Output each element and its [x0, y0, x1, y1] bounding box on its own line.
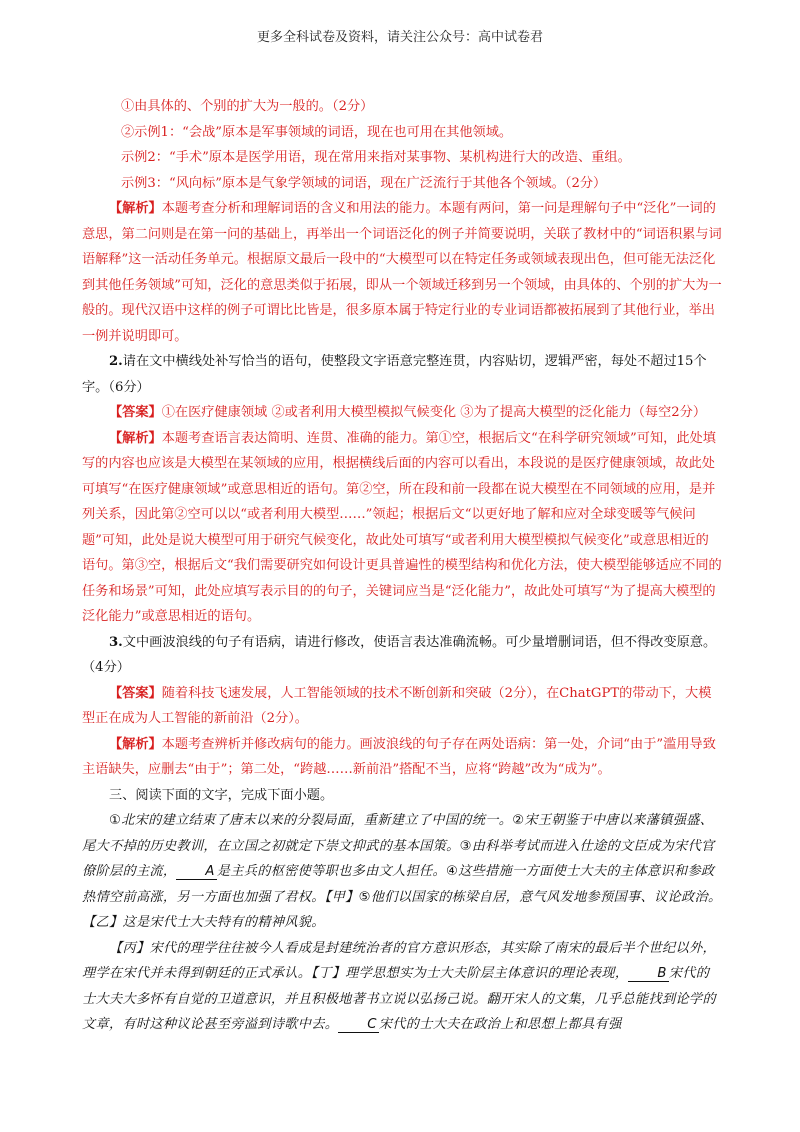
reading-p2-part-b: 宋代的士大夫大多怀有自觉的卫道意识，并且积极地著书立说以弘扬己说。翻开宋人的文集，几乎总能找到论学的文章，有时这种议论甚至旁溢到诗歌中去。 — [82, 966, 716, 1032]
section3-title: 三、阅读下面的文字，完成下面小题。 — [109, 787, 334, 803]
document-body — [82, 94, 722, 1038]
answer2-paragraph — [82, 400, 722, 426]
question2-text: 请在文中横线处补写恰当的语句，使整段文字语意完整连贯，内容贴切，逻辑严密，每处不超过15个字。（6分） — [82, 354, 707, 395]
analysis1-paragraph — [82, 196, 722, 349]
page-header: 更多全科试卷及资料，请关注公众号：高中试卷君 — [256, 30, 543, 45]
reading-p1-part-a: ①北宋的建立结束了唐末以来的分裂局面，重新建立了中国的统一。②宋王朝鉴于中唐以来藩镇强盛、尾大不掉的历史教训，在立国之初就定下崇文抑武的基本国策。③由科举考试而进入仕途的文臣成为宋代官僚阶层的主流， — [82, 813, 715, 879]
question3-paragraph — [82, 630, 722, 681]
analysis3-paragraph — [82, 732, 722, 783]
blank-b: B — [628, 966, 668, 982]
answer3-text: 随着科技飞速发展，人工智能领域的技术不断创新和突破（2分），在ChatGPT的带动下，大模型正在成为人工智能的新前沿（2分）。 — [82, 685, 712, 726]
analysis1-text: 本题考查分析和理解词语的含义和用法的能力。本题有两问，第一问是理解句子中“泛化”一词的意思，第二问则是在第一问的基础上，再举出一个词语泛化的例子并简要说明，关联了教材中的“词语积累与词语解释”这一活动任务单元。根据原文最后一段中的“大模型可以在特定任务或领域表现出色，但可能无法泛化到其他任务领域”可知，泛化的意思类似于拓展，即从一个领域迁移到另一个领域，由具体的、个别的扩大为一般的。现代汉语中这样的例子可谓比比皆是，很多原本属于特定行业的专业词语都被拓展到了其他行业，举出一例并说明即可。 — [82, 201, 722, 344]
answer1-line2: ②示例1：“会战”原本是军事领域的词语，现在也可用在其他领域。 — [121, 124, 513, 140]
reading-paragraph-2 — [82, 936, 722, 1038]
analysis-tag: 【解析】 — [109, 736, 162, 752]
question3-text: 文中画波浪线的句子有语病，请进行修改，使语言表达准确流畅。可少量增删词语，但不得改变原意。（4分） — [82, 634, 717, 675]
answer-tag: 【答案】 — [109, 685, 162, 701]
analysis3-text: 本题考查辨析并修改病句的能力。画波浪线的句子存在两处语病：第一处，介词“由于”滥用导致主语缺失，应删去“由于”；第二处，“跨越……新前沿”搭配不当，应将“跨越”改为“成为”。 — [82, 736, 716, 777]
reading-p2-part-c: 宋代的士大夫在政治上和思想上都具有强 — [378, 1017, 622, 1032]
answer2-text: ①在医疗健康领域 ②或者利用大模型模拟气候变化 ③为了提高大模型的泛化能力（每空2分） — [161, 405, 707, 420]
answer-tag: 【答案】 — [109, 405, 162, 420]
blank-a: A — [176, 864, 216, 880]
question3-number: 3. — [109, 634, 123, 650]
question2-number: 2. — [109, 354, 123, 369]
answer3-paragraph — [82, 681, 722, 732]
reading-p2-part-a: 【丙】宋代的理学往往被今人看成是封建统治者的官方意识形态，其实除了南宋的最后半个世纪以外，理学在宋代并未得到朝廷的正式承认。【丁】理学思想实为士大夫阶层主体意识的理论表现， — [82, 940, 716, 981]
blank-c: C — [338, 1017, 379, 1033]
reading-paragraph-1 — [82, 808, 722, 936]
answer1-line1: ①由具体的、个别的扩大为一般的。（2分） — [121, 99, 374, 114]
analysis-tag: 【解析】 — [109, 430, 162, 446]
analysis-tag: 【解析】 — [109, 201, 162, 216]
question2-paragraph — [82, 349, 722, 400]
analysis2-text: 本题考查语言表达简明、连贯、准确的能力。第①空，根据后文“在科学研究领域”可知，此处填写的内容也应该是大模型在某领域的应用，根据横线后面的内容可以看出，本段说的是医疗健康领域，故此处可填写“在医疗健康领域”或意思相近的语句。第②空，所在段和前一段都在说大模型在不同领域的应用，是并列关系，因此第②空可以以“或者利用大模型……”领起；根据后文“以更好地了解和应对全球变暖等气候问题”可知，此处是说大模型可用于研究气候变化，故此处可填写“或者利用大模型模拟气候变化”或意思相近的语句。第③空，根据后文“我们需要研究如何设计更具普遍性的模型结构和优化方法，使大模型能够适应不同的任务和场景”可知，此处应填写表示目的的句子，关键词应当是“泛化能力”，故此处可填写“为了提高大模型的泛化能力”或意思相近的语句。 — [82, 430, 722, 624]
reading-p1-part-b: 是主兵的枢密使等职也多由文人担任。④这些措施一方面使士大夫的主体意识和参政热情空前高涨，另一方面也加强了君权。【甲】⑤他们以国家的栋梁自居，意气风发地参预国事、议论政治。【乙】这是宋代士大夫特有的精神风貌。 — [82, 864, 722, 930]
analysis2-paragraph — [82, 426, 722, 630]
answer1-line4: 示例3：“风向标”原本是气象学领域的词语，现在广泛流行于其他各个领域。（2分） — [121, 175, 607, 191]
answer1-line3: 示例2：“手术”原本是医学用语，现在常用来指对某事物、某机构进行大的改造、重组。 — [121, 150, 631, 165]
